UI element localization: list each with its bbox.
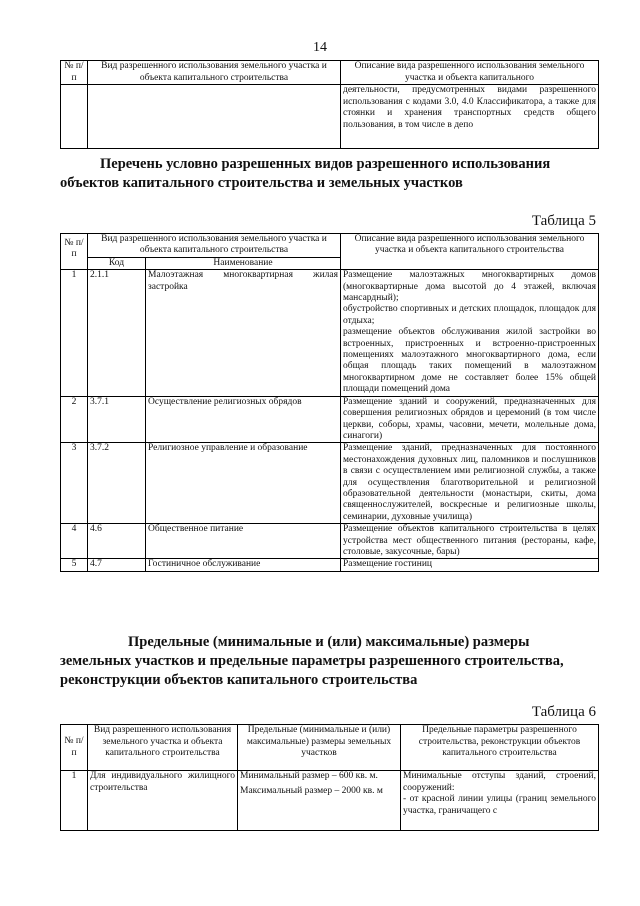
heading-limit-params: Предельные (минимальные и (или) максимальные) размеры земельных участков и предельные параметры разрешенного строительства, реконструкции объектов капитального строительства — [60, 634, 564, 688]
table-6 — [60, 724, 599, 831]
row-code: 3.7.2 — [88, 443, 146, 524]
row-num: 5 — [61, 559, 88, 571]
row-params — [401, 771, 599, 831]
row-desc-para: обустройство спортивных и детских площадок, площадок для отдыха; — [343, 304, 596, 326]
row-num: 4 — [61, 524, 88, 559]
row-sizes — [238, 771, 401, 831]
row-num: 1 — [61, 771, 88, 831]
row-code: 4.7 — [88, 559, 146, 571]
row-name: Гостиничное обслуживание — [146, 559, 341, 571]
row-name: Малоэтажная многоквартирная жилая застройка — [146, 270, 341, 396]
row-num: 3 — [61, 443, 88, 524]
row-kind: Для индивидуального жилищного строительства — [88, 771, 238, 831]
row-params-para: - от красной линии улицы (границ земельного участка, граничащего с — [403, 794, 596, 816]
cell-num — [61, 85, 88, 149]
header-sizes: Предельные (минимальные и (или) максимальные) размеры земельных участков — [238, 725, 401, 771]
row-params-para: Минимальные отступы зданий, строений, сооружений: — [403, 771, 596, 793]
row-desc-para: размещение объектов обслуживания жилой застройки во встроенных, пристроенных и встроенно-пристроенных помещениях малоэтажного многоквартирного дома, если общая площадь таких помещений в малоэтажном многоквартирном доме не составляет более 15% общей площади помещений дома — [343, 327, 596, 395]
heading-conditional-uses: Перечень условно разрешенных видов разрешенного использования объектов капитального строительства и земельных участков — [60, 156, 551, 191]
table-row — [61, 524, 599, 559]
header-code: Код — [88, 257, 146, 269]
header-desc: Описание вида разрешенного использования земельного участка и объекта капитального — [341, 61, 599, 85]
table6-caption: Таблица 6 — [531, 704, 596, 720]
row-desc: Размещение зданий, предназначенных для постоянного местонахождения духовных лиц, паломников и послушников в связи с осуществлением ими религиозной службы, а также для осуществления благотворительной и религиозной образовательной деятельности (монастыри, скиты, дома священнослужителей, воскресные и религиозные школы, семинарии, духовные училища) — [341, 443, 599, 524]
row-sizes-para: Максимальный размер – 2000 кв. м — [240, 785, 383, 796]
table-row — [61, 443, 599, 524]
header-desc: Описание вида разрешенного использования земельного участка и объекта капитального строительства — [341, 234, 599, 270]
row-code: 4.6 — [88, 524, 146, 559]
table-continuation — [60, 60, 599, 149]
row-sizes-para: Минимальный размер – 600 кв. м. — [240, 771, 378, 781]
row-code: 3.7.1 — [88, 396, 146, 443]
table5-caption: Таблица 5 — [531, 213, 596, 229]
table6-header-row — [61, 725, 599, 771]
table-header-row — [61, 61, 599, 85]
row-desc — [341, 270, 599, 396]
table-row — [61, 396, 599, 443]
page-number: 14 — [313, 40, 327, 55]
row-desc: Размещение объектов капитального строительства в целях устройства мест общественного питания (рестораны, кафе, столовые, закусочные, бары) — [341, 524, 599, 559]
header-name: Наименование — [146, 257, 341, 269]
table-row — [61, 270, 599, 396]
cell-desc: деятельности, предусмотренных видами разрешенного использования с кодами 3.0, 4.0 Классификатора, а также для стоянки и хранения транспортных средств общего пользования, в том числе в депо — [341, 85, 599, 149]
row-name: Осуществление религиозных обрядов — [146, 396, 341, 443]
header-params: Предельные параметры разрешенного строительства, реконструкции объектов капитального строительства — [401, 725, 599, 771]
table-row — [61, 85, 599, 149]
header-kind: Вид разрешенного использования земельного участка и объекта капитального строительства — [88, 61, 341, 85]
row-name: Общественное питание — [146, 524, 341, 559]
header-num: № п/п — [61, 725, 88, 771]
row-desc: Размещение гостиниц — [341, 559, 599, 571]
row-desc-para: Размещение малоэтажных многоквартирных домов (многоквартирные дома высотой до 4 этажей, включая мансардный); — [343, 270, 596, 304]
table-row — [61, 559, 599, 571]
header-kind: Вид разрешенного использования земельного участка и объекта капитального строительства — [88, 234, 341, 258]
row-name: Религиозное управление и образование — [146, 443, 341, 524]
header-num: № п/п — [61, 61, 88, 85]
row-num: 1 — [61, 270, 88, 396]
header-kind: Вид разрешенного использования земельного участка и объекта капитального строительства — [88, 725, 238, 771]
row-desc: Размещение зданий и сооружений, предназначенных для совершения религиозных обрядов и церемоний (в том числе церкви, соборы, храмы, часовни, мечети, молельные дома, синагоги) — [341, 396, 599, 443]
table-row — [61, 771, 599, 831]
table5-header-row — [61, 234, 599, 258]
row-num: 2 — [61, 396, 88, 443]
cell-kind — [88, 85, 341, 149]
row-code: 2.1.1 — [88, 270, 146, 396]
table-5 — [60, 233, 599, 572]
header-num: № п/п — [61, 234, 88, 270]
